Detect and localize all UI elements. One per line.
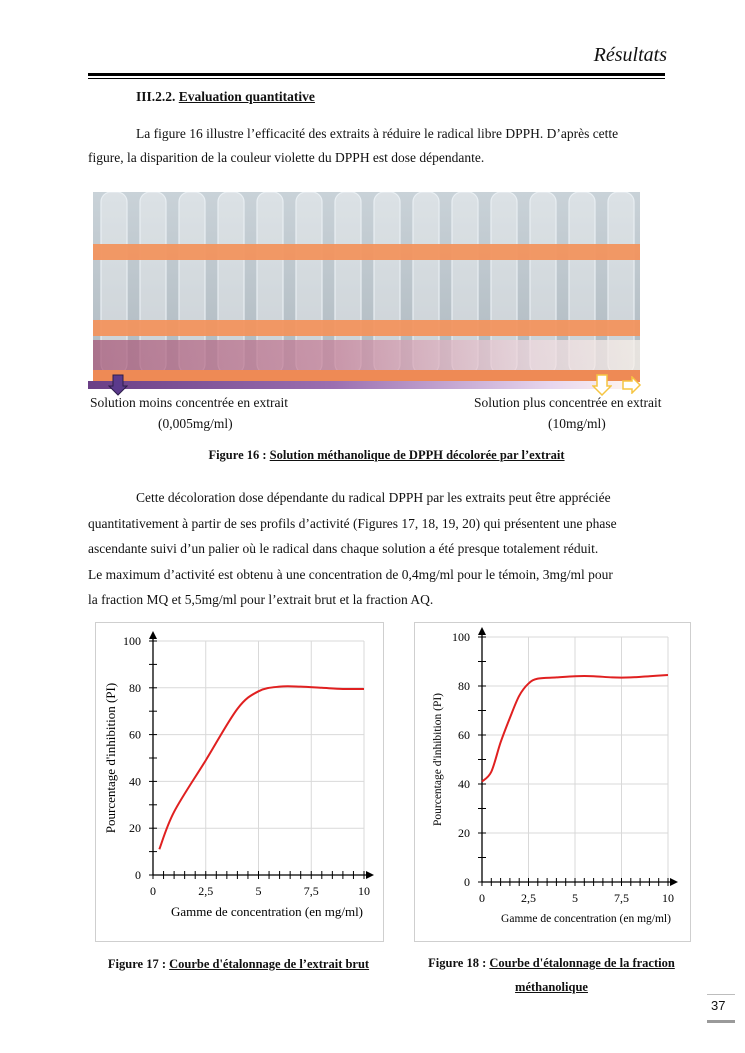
- figure-17-chart: [95, 622, 384, 942]
- x-tick-label: 0: [479, 891, 485, 905]
- paragraph-1: [88, 122, 665, 170]
- x-tick-label: 2,5: [198, 884, 214, 898]
- y-tick-label: 0: [135, 868, 141, 882]
- x-axis-label: Gamme de concentration (en mg/ml): [170, 904, 364, 919]
- figure-18-plot: [415, 623, 690, 941]
- figure-18-chart: [414, 622, 691, 942]
- paragraph-1-line: La figure 16 illustre l’efficacité des extraits à réduire le radical libre DPPH. D’après cette: [136, 126, 619, 141]
- y-tick-label: 80: [458, 679, 470, 693]
- concentration-gradient-bar: [88, 381, 633, 389]
- x-tick-label: 5: [572, 891, 578, 905]
- y-tick-label: 60: [129, 727, 141, 742]
- test-tubes-illustration: [93, 192, 640, 382]
- caption-high-value: (10mg/ml): [548, 416, 606, 431]
- figure-16-title: Solution méthanolique de DPPH décolorée par l’extrait: [269, 448, 565, 462]
- y-axis-label: Pourcentage d'inhibition (PI): [432, 692, 444, 827]
- section-number: III.2.2.: [136, 89, 176, 104]
- figure-17-caption: [95, 957, 382, 972]
- figure-16-photo: [93, 192, 640, 382]
- page-number: 37: [711, 998, 726, 1013]
- x-tick-label: 5: [255, 884, 262, 898]
- caption-high-concentration: Solution plus concentrée en extrait: [474, 395, 662, 410]
- figure-18-caption-continued: [414, 980, 689, 995]
- x-tick-label: 10: [358, 884, 370, 898]
- yellow-arrow-icon: [592, 374, 612, 396]
- caption-low-value: (0,005mg/ml): [158, 416, 233, 431]
- x-axis-label: Gamme de concentration (en mg/ml): [501, 913, 671, 925]
- x-axis-arrow: [670, 878, 678, 886]
- y-axis-arrow: [149, 631, 157, 639]
- series-line: [159, 686, 364, 849]
- y-tick-label: 20: [129, 821, 141, 836]
- running-head: Résultats: [593, 44, 667, 66]
- figure-16-caption: [0, 448, 745, 463]
- x-tick-label: 0: [150, 884, 156, 898]
- y-tick-label: 20: [458, 826, 470, 840]
- x-tick-label: 7,5: [303, 884, 319, 898]
- paragraph-2-line: Le maximum d’activité est obtenu à une concentration de 0,4mg/ml pour le témoin, 3mg/ml pour: [88, 566, 613, 582]
- purple-arrow-icon: [108, 374, 128, 396]
- figure-18-caption: [414, 956, 689, 971]
- section-title: [136, 89, 315, 105]
- y-tick-label: 40: [129, 774, 141, 789]
- x-axis-arrow: [366, 871, 374, 879]
- x-tick-label: 10: [662, 891, 674, 905]
- paragraph-2-line: la fraction MQ et 5,5mg/ml pour l’extrait brut et la fraction AQ.: [88, 592, 434, 608]
- paragraph-2: [88, 485, 665, 613]
- y-tick-label: 100: [452, 630, 470, 644]
- y-tick-label: 0: [464, 875, 470, 889]
- header-rule-thick: [88, 73, 665, 76]
- paragraph-1-line: figure, la disparition de la couleur violette du DPPH est dose dépendante.: [88, 150, 485, 165]
- figure-17-plot: [96, 623, 383, 941]
- paragraph-2-line: quantitativement à partir de ses profils d’activité (Figures 17, 18, 19, 20) qui présentent une phase: [88, 515, 617, 531]
- section-heading: Evaluation quantitative: [178, 89, 315, 104]
- page-number-rule: [707, 1020, 735, 1023]
- y-axis-arrow: [478, 627, 486, 635]
- x-tick-label: 7,5: [614, 891, 629, 905]
- x-tick-label: 2,5: [521, 891, 536, 905]
- header-rule-thin: [88, 78, 665, 79]
- caption-low-concentration: Solution moins concentrée en extrait: [90, 395, 288, 410]
- figure-16-label: Figure 16 :: [208, 448, 267, 462]
- right-arrow-icon: [622, 376, 642, 394]
- y-tick-label: 100: [123, 634, 141, 648]
- paragraph-2-line: Cette décoloration dose dépendante du radical DPPH par les extraits peut être appréciée: [136, 490, 611, 505]
- y-tick-label: 80: [129, 680, 141, 695]
- figure-18-title-continued: méthanolique: [515, 980, 588, 994]
- figure-18-title: Courbe d'étalonnage de la fraction: [489, 956, 675, 970]
- y-tick-label: 40: [458, 777, 470, 791]
- figure-17-title: Courbe d'étalonnage de l’extrait brut: [169, 957, 370, 971]
- y-tick-label: 60: [458, 728, 470, 742]
- figure-18-label: Figure 18 :: [428, 956, 487, 970]
- figure-17-label: Figure 17 :: [107, 957, 166, 971]
- paragraph-2-line: ascendante suivi d’un palier où le radical dans chaque solution a été presque totalement réduit.: [88, 541, 599, 557]
- page-number-top-rule: [707, 994, 735, 995]
- y-axis-label: Pourcentage d'inhibition (PI): [103, 682, 118, 834]
